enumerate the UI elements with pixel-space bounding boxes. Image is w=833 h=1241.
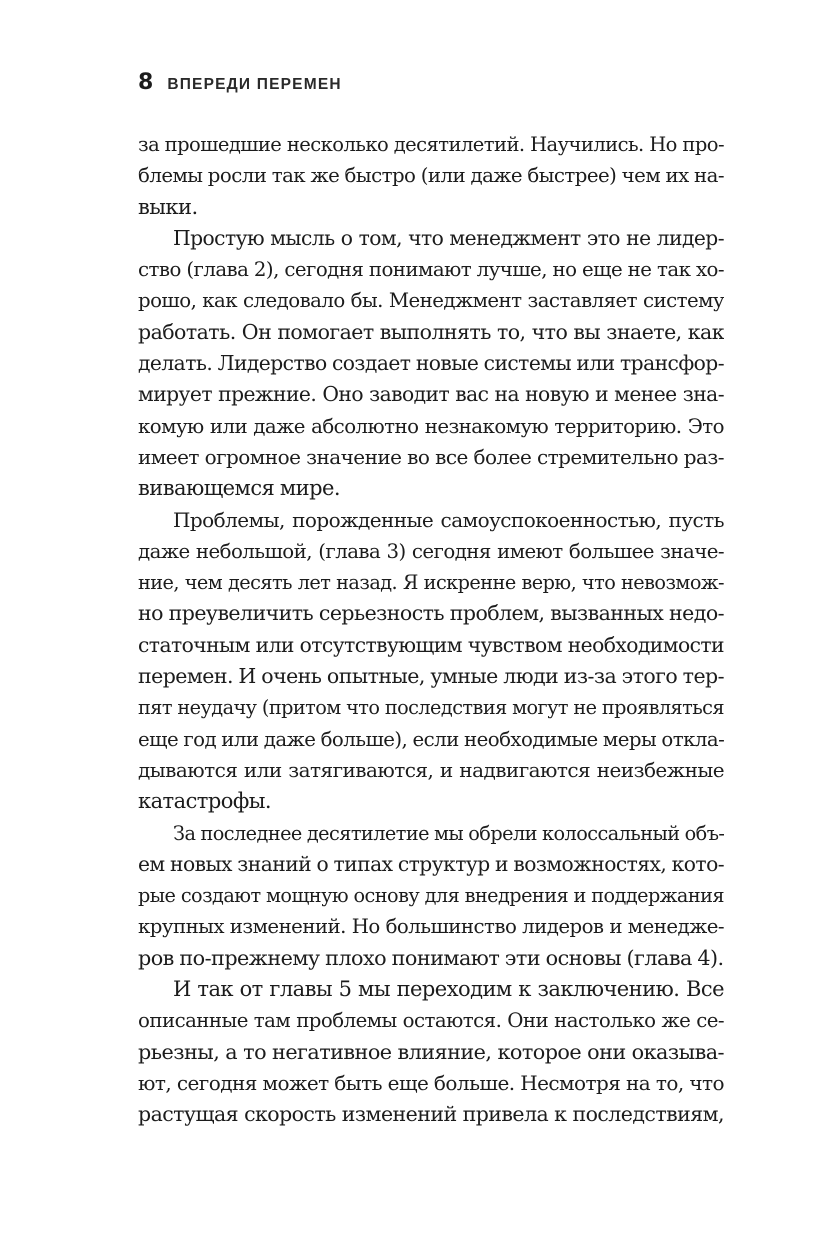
text-line: ство (глава 2), сегодня понимают лучше, но еще не так хо- — [138, 258, 724, 282]
paragraph — [138, 505, 724, 818]
text-line: Простую мысль о том, что менеджмент это не лидер- — [173, 225, 724, 250]
paragraph — [138, 223, 724, 505]
running-head-title: ВПЕРЕДИ ПЕРЕМЕН — [167, 76, 342, 93]
text-line: рые создают мощную основу для внедрения и поддержания — [138, 884, 724, 908]
text-line: выки. — [138, 194, 198, 219]
paragraph — [138, 974, 724, 1130]
text-line: мирует прежние. Оно заводит вас на новую и менее зна- — [138, 382, 724, 407]
paragraph — [138, 818, 724, 974]
text-line: за прошедшие несколько десятилетий. Научились. Но про- — [138, 133, 724, 156]
body-text — [138, 129, 724, 1131]
text-line: рьезны, а то негативное влияние, которое они оказыва- — [138, 1039, 724, 1064]
text-line: растущая скорость изменений привела к последствиям, — [138, 1102, 724, 1127]
text-line: еще год или даже больше), если необходимые меры откла- — [138, 727, 724, 751]
text-line: крупных изменений. Но большинство лидеров и менедже- — [138, 915, 724, 939]
text-line: но преувеличить серьезность проблем, вызванных недо- — [138, 601, 724, 626]
text-line: вивающемся мире. — [138, 476, 340, 501]
text-line: работать. Он помогает выполнять то, что вы знаете, как — [138, 319, 724, 344]
text-line: даже небольшой, (глава 3) сегодня имеют большее значе- — [138, 539, 724, 563]
text-line: ние, чем десять лет назад. Я искренне верю, что невозмож- — [138, 571, 724, 595]
text-line: Проблемы, порожденные самоуспокоенностью, пусть — [173, 507, 724, 532]
text-line: катастрофы. — [138, 789, 272, 814]
text-line: ем новых знаний о типах структур и возможностях, кото- — [138, 851, 724, 876]
text-line: имеет огромное значение во все более стремительно раз- — [138, 444, 724, 469]
page-number: 8 — [138, 70, 154, 95]
running-header — [138, 70, 342, 95]
text-line: блемы росли так же быстро (или даже быстрее) чем их на- — [138, 164, 724, 188]
text-line: перемен. И очень опытные, умные люди из-за этого тер- — [138, 664, 724, 689]
text-line: статочным или отсутствующим чувством необходимости — [138, 632, 724, 657]
paragraph — [138, 129, 724, 223]
text-line: рошо, как следовало бы. Менеджмент заставляет систему — [138, 289, 724, 313]
text-line: За последнее десятилетие мы обрели колоссальный объ- — [173, 821, 724, 845]
text-line: ров по-прежнему плохо понимают эти основы (глава 4). — [138, 945, 724, 970]
text-line: ют, сегодня может быть еще больше. Несмотря на то, что — [138, 1070, 724, 1095]
text-line: описанные там проблемы остаются. Они настолько же се- — [138, 1009, 724, 1033]
text-line: делать. Лидерство создает новые системы или трансфор- — [138, 351, 724, 376]
text-line: И так от главы 5 мы переходим к заключению. Все — [173, 977, 724, 1002]
text-line: пят неудачу (притом что последствия могут не проявляться — [138, 696, 724, 720]
text-line: комую или даже абсолютно незнакомую территорию. Это — [138, 414, 724, 438]
text-line: дываются или затягиваются, и надвигаются неизбежные — [138, 757, 724, 782]
